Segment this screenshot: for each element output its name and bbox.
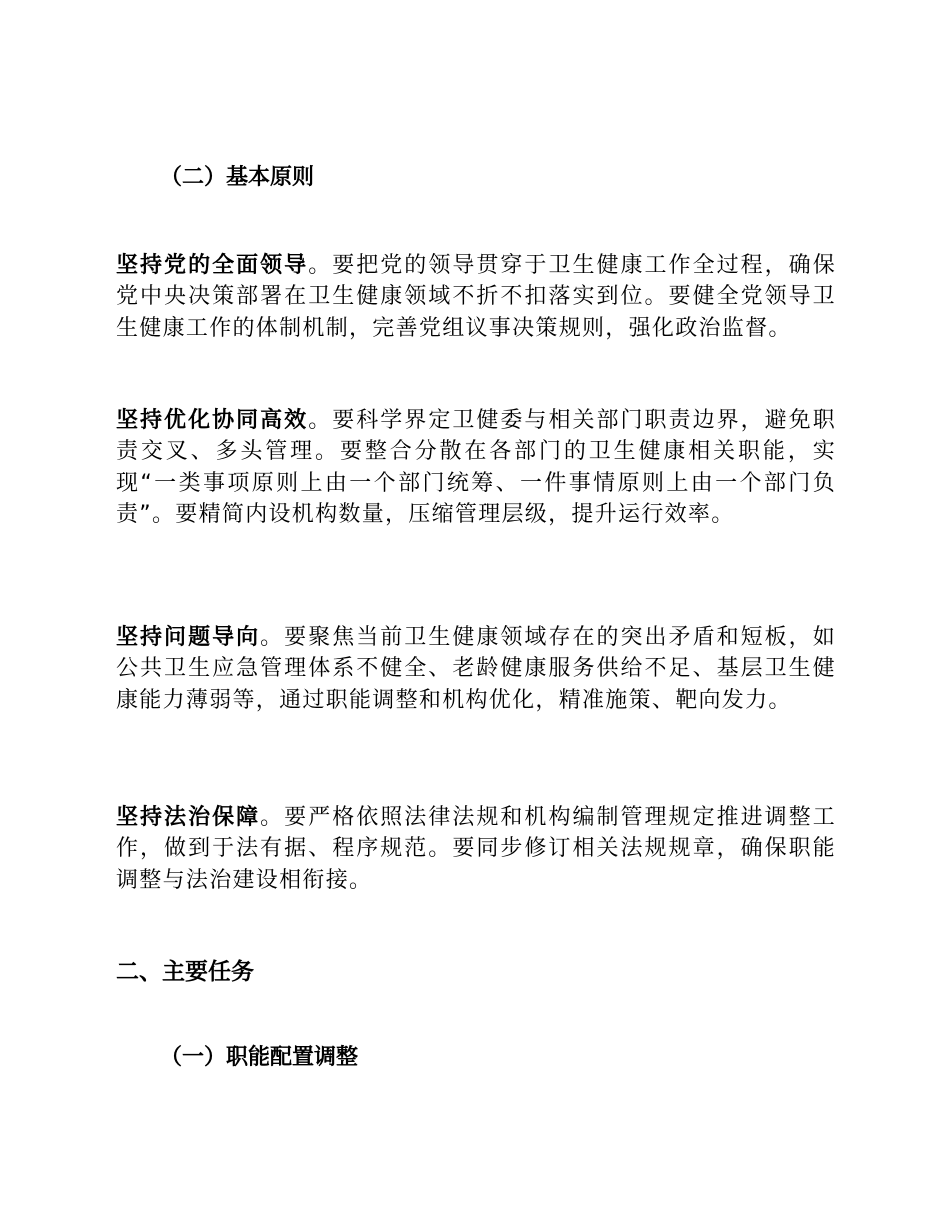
principle-paragraph-problem-oriented	[116, 622, 836, 716]
main-tasks-heading: 二、主要任务	[116, 959, 254, 985]
principle-body: 。要聚焦当前卫生健康领域存在的突出矛盾和短板，如公共卫生应急管理体系不健全、老龄健康服务供给不足、基层卫生健康能力薄弱等，通过职能调整和机构优化，精准施策、靶向发力。	[116, 625, 837, 713]
principle-lead: 坚持优化协同高效	[116, 408, 309, 433]
principle-body: 。要把党的领导贯穿于卫生健康工作全过程，确保党中央决策部署在卫生健康领域不折不扣落实到位。要健全党领导卫生健康工作的体制机制，完善党组议事决策规则，强化政治监督。	[116, 253, 837, 341]
principle-lead: 坚持法治保障	[116, 805, 261, 830]
function-config-heading: （一）职能配置调整	[160, 1045, 359, 1070]
basic-principles-heading: （二）基本原则	[160, 165, 315, 190]
principle-paragraph-party-leadership	[116, 250, 836, 344]
principle-paragraph-coordination	[116, 405, 836, 530]
principle-lead: 坚持党的全面领导	[116, 253, 309, 278]
principle-paragraph-rule-of-law	[116, 802, 836, 896]
principle-body: 。要科学界定卫健委与相关部门职责边界，避免职责交叉、多头管理。要整合分散在各部门的卫生健康相关职能，实现“一类事项原则上由一个部门统筹、一件事情原则上由一个部门负责”。要精简内设机构数量，压缩管理层级，提升运行效率。	[116, 408, 837, 527]
principle-body: 。要严格依照法律法规和机构编制管理规定推进调整工作，做到于法有据、程序规范。要同步修订相关法规规章，确保职能调整与法治建设相衔接。	[116, 805, 837, 893]
principle-lead: 坚持问题导向	[116, 625, 261, 650]
